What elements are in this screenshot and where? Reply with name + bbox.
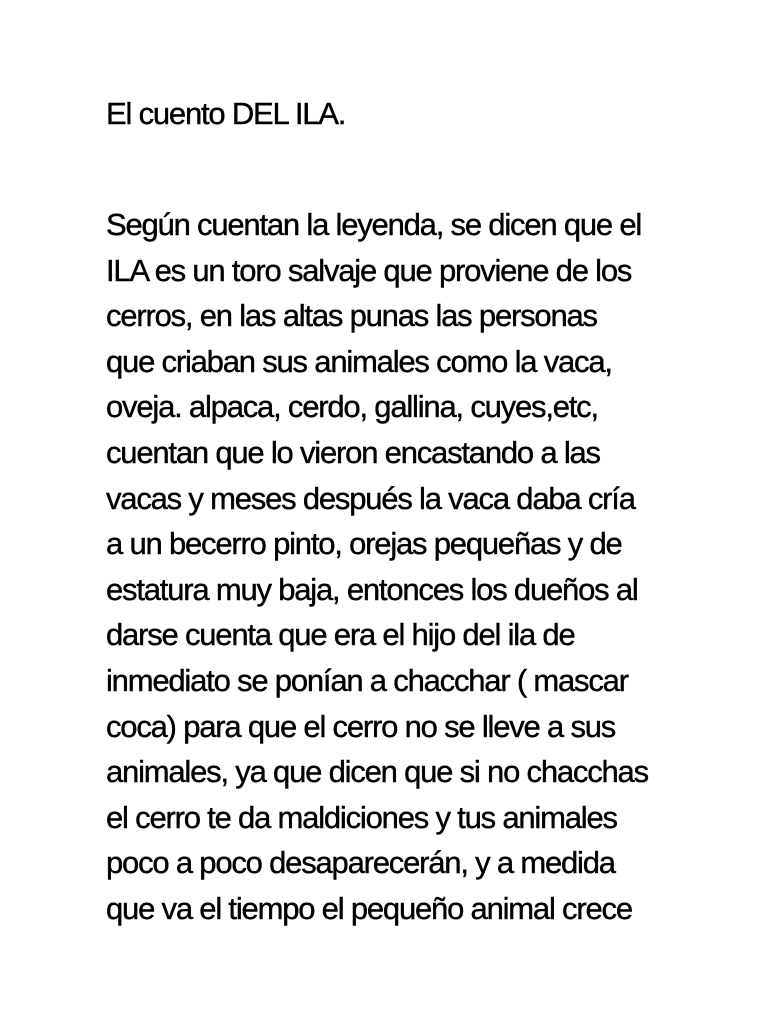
body-line: ILA es un toro salvaje que proviene de los <box>106 252 632 288</box>
body-line: que criaban sus animales como la vaca, <box>106 343 612 379</box>
body-line: Según cuentan la leyenda, se dicen que el <box>106 207 642 242</box>
body-line: a un becerro pinto, orejas pequeñas y de <box>106 526 622 562</box>
body-line: estatura muy baja, entonces los dueños al <box>106 571 638 607</box>
body-line: darse cuenta que era el hijo del ila de <box>106 617 575 653</box>
body-line: inmediato se ponían a chacchar ( mascar <box>106 662 628 698</box>
body-line: cerros, en las altas punas las personas <box>106 298 597 334</box>
document-body <box>106 202 648 932</box>
body-line: poco a poco desaparecerán, y a medida <box>106 845 615 881</box>
body-line: cuentan que lo vieron encastando a las <box>106 434 600 470</box>
body-line: coca) para que el cerro no se lleve a sus <box>106 708 616 744</box>
body-line: el cerro te da maldiciones y tus animales <box>106 799 617 835</box>
document-title: El cuento DEL ILA. <box>106 96 346 131</box>
body-line: que va el tiempo el pequeño animal crece <box>106 890 632 926</box>
body-line: oveja. alpaca, cerdo, gallina, cuyes,etc, <box>106 389 598 425</box>
body-line: vacas y meses después la vaca daba cría <box>106 480 635 516</box>
body-line: animales, ya que dicen que si no chacchas <box>106 754 648 790</box>
